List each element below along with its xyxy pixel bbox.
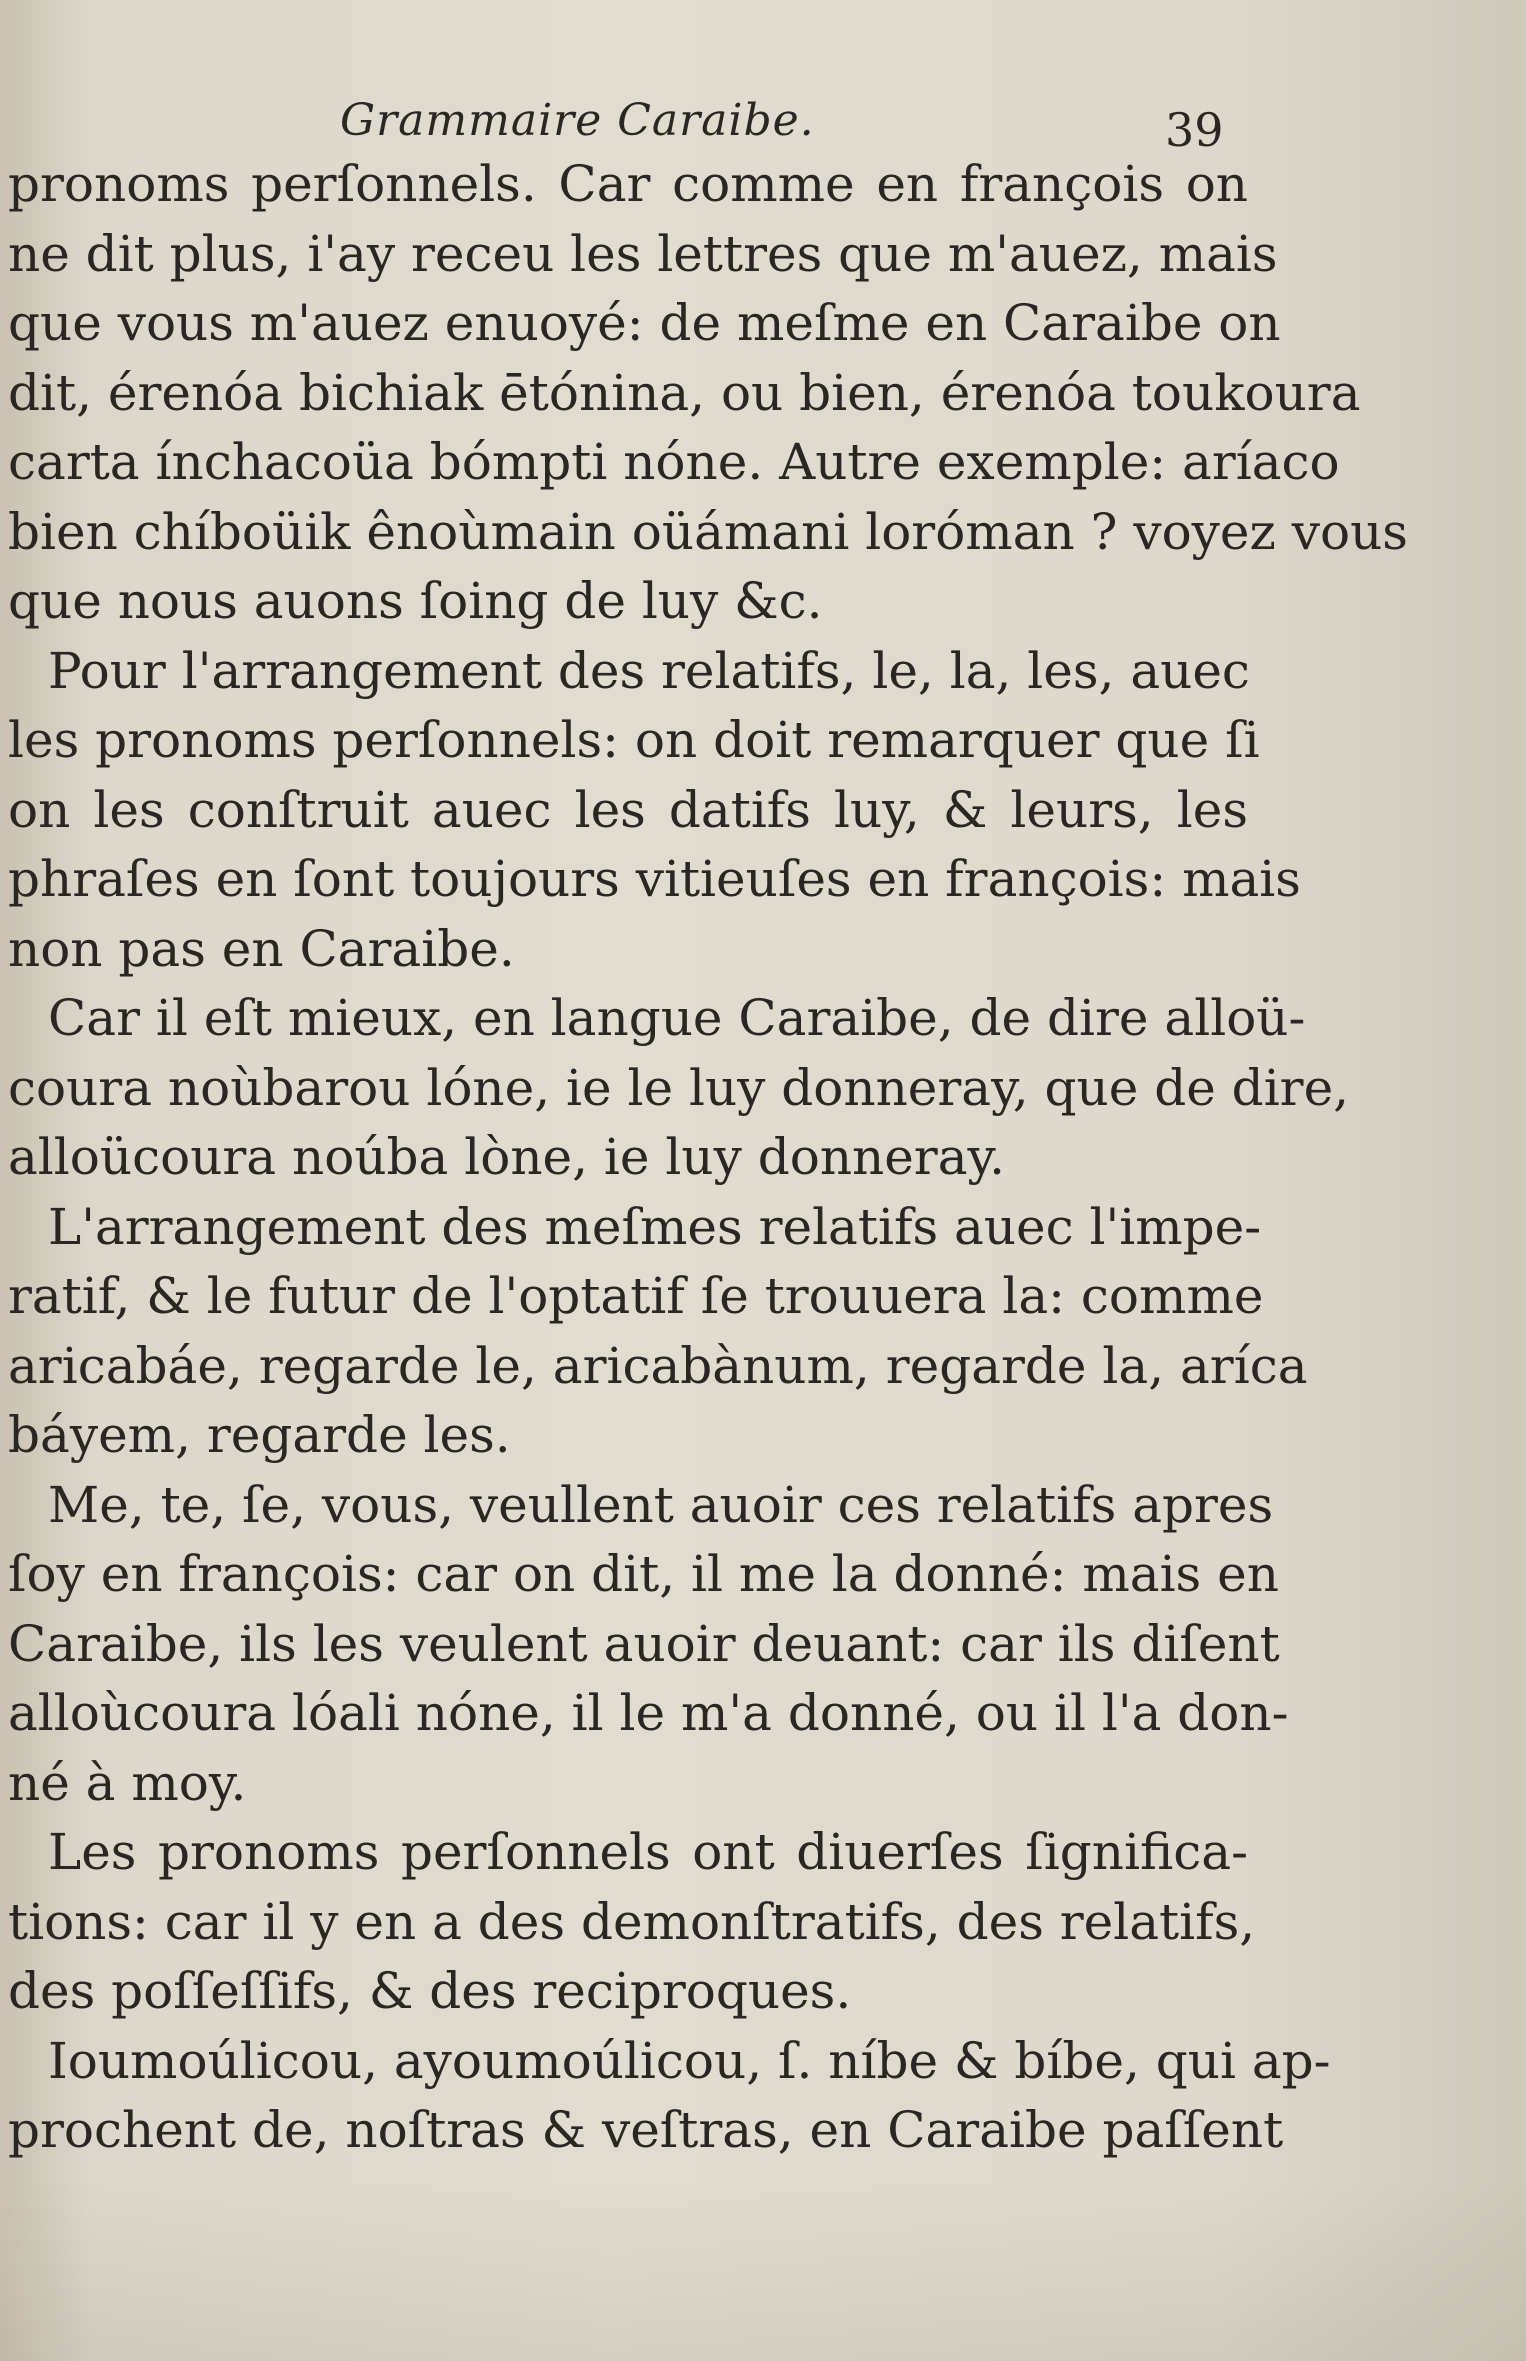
text-line: prochent de, noſtras & veſtras, en Caraibe paſſent	[8, 2101, 1284, 2159]
text-line: L'arrangement des meſmes relatifs auec l'impe-	[48, 1197, 1262, 1256]
text-line: tions: car il y en a des demonſtratifs, des relatifs,	[8, 1892, 1256, 1951]
text-line: Pour l'arrangement des relatifs, le, la, les, auec	[48, 641, 1250, 700]
text-line: ratif, & le futur de l'optatif ſe trouuera la: comme	[8, 1267, 1264, 1325]
text-line: báyem, regarde les.	[8, 1406, 511, 1464]
text-line: carta ínchacoüa bómpti nóne. Autre exemple: aríaco	[8, 433, 1340, 491]
page-shadow	[0, 2181, 1526, 2361]
text-line: né à moy.	[8, 1753, 247, 1812]
text-line: alloücoura noúba lòne, ie luy donneray.	[8, 1128, 1006, 1186]
text-line: coura noùbarou lóne, ie le luy donneray, que de dire,	[8, 1058, 1350, 1117]
text-line: Car il eſt mieux, en langue Caraibe, de dire alloü-	[48, 989, 1306, 1047]
page-number: 39	[1165, 103, 1224, 157]
running-head: Grammaire Caraibe.	[340, 95, 815, 146]
text-line: alloùcoura lóali nóne, il le m'a donné, ou il l'a don-	[8, 1684, 1289, 1742]
text-line: ſoy en françois: car on dit, il me la donné: mais en	[8, 1545, 1279, 1603]
text-line: aricabáe, regarde le, aricabànum, regarde la, aríca	[8, 1336, 1308, 1395]
text-line: on les conſtruit auec les datifs luy, & leurs, les	[8, 780, 1248, 839]
text-line: Me, te, ſe, vous, veullent auoir ces relatifs apres	[48, 1475, 1274, 1534]
text-line: les pronoms perſonnels: on doit remarquer que ſi	[8, 711, 1260, 769]
text-line: Les pronoms perſonnels ont diuerſes ſignifica-	[48, 1823, 1248, 1881]
text-line: pronoms perſonnels. Car comme en françois on	[8, 155, 1248, 213]
text-line: Caraibe, ils les veulent auoir deuant: car ils diſent	[8, 1614, 1280, 1673]
text-line: bien chíboüik ênoùmain oüámani loróman ? voyez vous	[8, 502, 1408, 561]
text-line: Ioumoúlicou, ayoumoúlicou, ſ. níbe & bíbe, qui ap-	[48, 2031, 1331, 2090]
text-line: non pas en Caraibe.	[8, 919, 515, 978]
text-line: ne dit plus, i'ay receu les lettres que m'auez, mais	[8, 224, 1278, 283]
body-text	[8, 150, 1408, 2166]
text-line: que nous auons ſoing de luy &c.	[8, 572, 823, 630]
text-line: phraſes en ſont toujours vitieuſes en françois: mais	[8, 850, 1301, 908]
text-line: que vous m'auez enuoyé: de meſme en Caraibe on	[8, 294, 1281, 352]
text-line: des poſſeſſifs, & des reciproques.	[8, 1962, 852, 2020]
text-line: dit, érenóa bichiak ētónina, ou bien, érenóa toukoura	[8, 363, 1361, 422]
